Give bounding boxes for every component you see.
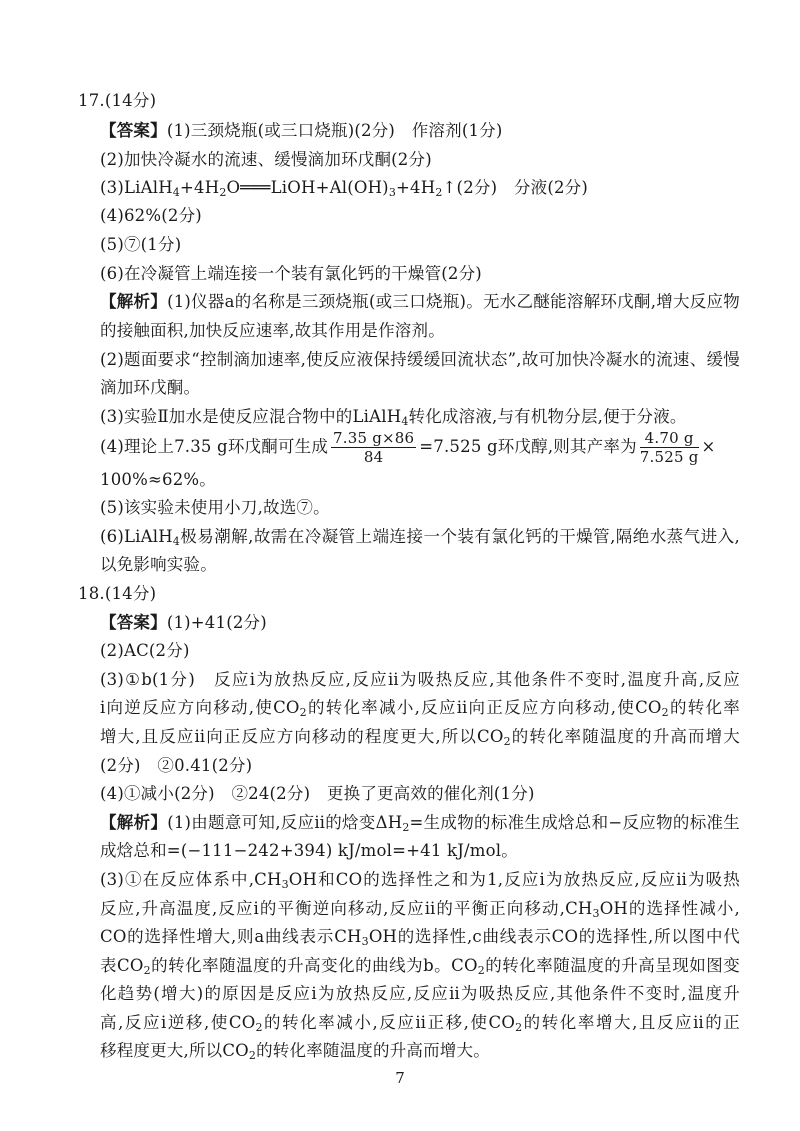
q18-header: 18.(14分) bbox=[78, 584, 157, 603]
q18-analysis-3-line1: (3)①在反应体系中$,CH_3OH$和CO的选择性之和为1,反应ⅰ为放热反应,反应ⅱ为吸热 bbox=[100, 870, 741, 891]
q17-answer-2: (2)加快冷凝水的流速、缓慢滴加环戊酮(2分) bbox=[100, 150, 432, 169]
q17-analysis-2-line2: 滴加环戊酮。 bbox=[100, 378, 201, 397]
q17-answer-5: (5)⑦(1分) bbox=[100, 235, 182, 254]
q18-answer-3-line2: ⅰ向逆反应方向移动,使$CO_2$的转化率减小,反应ⅱ向正反应方向移动,使$CO_2$的转化率 bbox=[100, 698, 740, 719]
q18-answer-3-line1: (3)①b(1分) 反应ⅰ为放热反应,反应ⅱ为吸热反应,其他条件不变时,温度升高,反应 bbox=[100, 670, 740, 689]
q18-analysis-3-line2: 反应,升高温度,反应ⅰ的平衡逆向移动,反应ⅱ的平衡正向移动$,CH_3OH$的选择性减小, bbox=[100, 899, 740, 920]
answer-tag: 【答案】 bbox=[100, 121, 167, 140]
q18-analysis-3-line6: 高,反应ⅰ逆移,使$CO_2$的转化率减小,反应ⅱ正移,使$CO_2$的转化率增大,且反应ⅱ的正 bbox=[100, 1013, 740, 1034]
q17-header: 17.(14分) bbox=[78, 91, 157, 110]
q17-analysis-2-line1: (2)题面要求“控制滴加速率,使反应液保持缓缓回流状态”,故可加快冷凝水的流速、缓慢 bbox=[100, 350, 740, 369]
q17-answer-1: 【答案】(1)三颈烧瓶(或三口烧瓶)(2分) 作溶剂(1分) bbox=[100, 121, 503, 140]
q17-answer-4: (4)62%(2分) bbox=[100, 206, 202, 225]
fraction: $\frac{7.35 g\times 86}{84}$ bbox=[333, 429, 415, 466]
analysis-tag: 【解析】 bbox=[100, 813, 168, 832]
q17-analysis-4-line2: 100%≈62%。 bbox=[100, 470, 216, 489]
fraction: $\frac{4.70 g}{7.525 g}$ bbox=[639, 429, 699, 466]
q17-analysis-1-line2: 的接触面积,加快反应速率,故其作用是作溶剂。 bbox=[100, 321, 445, 340]
q17-answer-3: $(3)LiAlH_4+4H_2O═══LiOH+Al(OH)_3+4H_2↑(2$分) 分液(2分) bbox=[100, 178, 589, 199]
page-number: 7 bbox=[395, 1069, 405, 1087]
q17-answer-6: (6)在冷凝管上端连接一个装有氯化钙的干燥管(2分) bbox=[100, 264, 482, 283]
answer-tag: 【答案】 bbox=[100, 613, 167, 632]
q18-analysis-1-line2: 成焓总和=(−111−242+394) kJ/mol=+41 kJ/mol。 bbox=[100, 841, 518, 860]
q18-answer-4: (4)①减小(2分) ②24(2分) 更换了更高效的催化剂(1分) bbox=[100, 784, 535, 803]
analysis-tag: 【解析】 bbox=[100, 292, 168, 311]
q18-analysis-1-line1: 【解析】(1)由题意可知,反应ⅱ的焓变$\Delta H_2=$生成物的标准生成焓总和−反应物的标准生 bbox=[100, 813, 740, 834]
q18-answer-3-line4: (2分) ②0.41(2分) bbox=[100, 756, 253, 775]
q18-answer-1: 【答案】(1)+41(2分) bbox=[100, 613, 267, 632]
q17-analysis-1-line1: 【解析】(1)仪器a的名称是三颈烧瓶(或三口烧瓶)。无水乙醚能溶解环戊酮,增大反应物 bbox=[100, 292, 740, 311]
q18-analysis-3-line4: 表$CO_2$的转化率随温度的升高变化的曲线为b。$CO_2$的转化率随温度的升高呈现如图变 bbox=[100, 956, 741, 977]
q18-answer-3-line3: 增大,且反应ⅱ向正反应方向移动的程度更大,所以$CO_2$的转化率随温度的升高而增大 bbox=[100, 727, 740, 748]
q18-analysis-3-line7: 移程度更大,所以$CO_2$的转化率随温度的升高而增大。 bbox=[100, 1041, 490, 1062]
q17-analysis-3: (3)实验Ⅱ加水是使反应混合物中的LiAlH$_4$转化成溶液,与有机物分层,便于分液。 bbox=[100, 407, 687, 428]
q18-analysis-3-line3: CO的选择性增大,则a曲线表示$CH_3OH$的选择性,c曲线表示CO的选择性,所以图中代 bbox=[100, 927, 740, 948]
q17-analysis-5: (5)该实验未使用小刀,故选⑦。 bbox=[100, 498, 330, 517]
q17-analysis-6-line1: (6)LiAlH$_4$极易潮解,故需在冷凝管上端连接一个装有氯化钙的干燥管,隔绝水蒸气进入, bbox=[100, 527, 740, 548]
q18-answer-2: (2)AC(2分) bbox=[100, 641, 190, 660]
q18-analysis-3-line5: 化趋势(增大)的原因是反应ⅰ为放热反应,反应ⅱ为吸热反应,其他条件不变时,温度升 bbox=[100, 984, 740, 1003]
q17-analysis-6-line2: 以免影响实验。 bbox=[100, 555, 217, 574]
q17-analysis-4-line1: (4)理论上7.35 g环戊酮可生成 $\frac{7.35 g\times 86}{84}$ =7.525 g环戊醇,则其产率为 $\frac{4.70 g}{7.525 g}$ × bbox=[100, 429, 716, 466]
